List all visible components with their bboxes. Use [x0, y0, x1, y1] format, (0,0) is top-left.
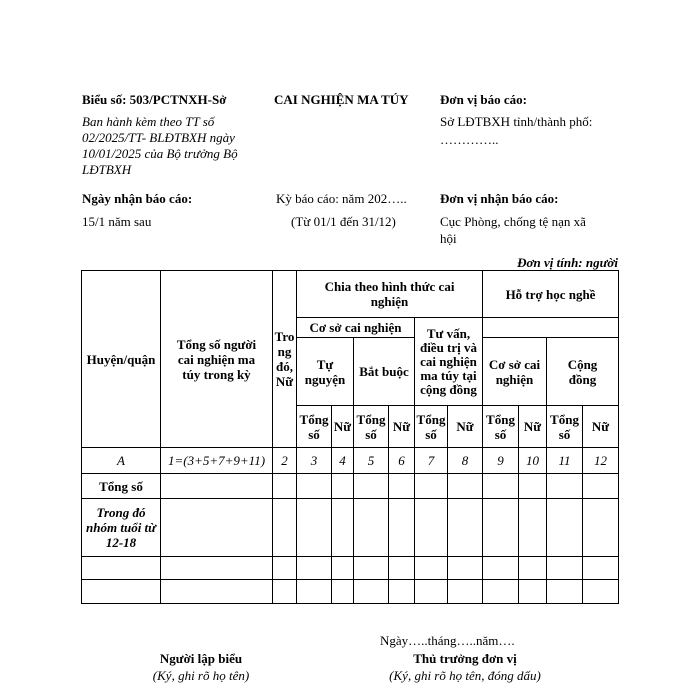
- data-cell: [332, 499, 354, 557]
- header-line: túy trong kỳ: [182, 366, 251, 382]
- col-district-header: Huyện/quận: [82, 271, 161, 448]
- data-cell: [519, 580, 547, 604]
- header-line: Cơ sở cai: [488, 356, 541, 372]
- subgroup-facility-header: Cơ sở cai nghiện: [297, 318, 415, 338]
- sub-total-header: [415, 406, 448, 448]
- data-cell: [483, 557, 519, 580]
- sub-female-header: Nữ: [519, 406, 547, 448]
- data-cell: [354, 499, 389, 557]
- group-vocational-header: Hỗ trợ học nghề: [483, 271, 619, 318]
- sub-total-header: [297, 406, 332, 448]
- sub-total-header: [483, 406, 519, 448]
- header-line: nghiện: [370, 294, 409, 309]
- data-cell: [583, 499, 619, 557]
- data-cell: [273, 557, 297, 580]
- report-period-range: (Từ 01/1 đến 31/12): [291, 214, 396, 229]
- receiving-unit-line: Cục Phòng, chống tệ nạn xã: [440, 214, 586, 229]
- data-cell: [332, 557, 354, 580]
- data-cell: [483, 499, 519, 557]
- header-line: nghiện: [495, 371, 534, 387]
- header-line: nguyện: [304, 371, 346, 387]
- subgroup-community-header: [415, 318, 483, 406]
- issued-note-line: Ban hành kèm theo TT số: [82, 114, 215, 129]
- data-cell: [354, 557, 389, 580]
- data-cell: [273, 580, 297, 604]
- index-cell: 6: [389, 448, 415, 474]
- data-cell: [583, 474, 619, 499]
- data-cell: [519, 474, 547, 499]
- sub-female-header: Nữ: [332, 406, 354, 448]
- header-line: Tổng: [550, 411, 579, 427]
- header-line: ma túy tại: [420, 367, 477, 383]
- issued-note: [82, 114, 272, 178]
- data-cell: [448, 580, 483, 604]
- head-title: Thủ trưởng đơn vị: [413, 651, 517, 666]
- header-line: Tổng: [299, 411, 329, 427]
- head-note: (Ký, ghi rõ họ tên, đóng dấu): [389, 668, 541, 683]
- data-cell: [519, 499, 547, 557]
- table-row: [82, 474, 619, 499]
- data-cell: [297, 580, 332, 604]
- index-cell: 8: [448, 448, 483, 474]
- reporting-unit-label: Đơn vị báo cáo:: [440, 92, 528, 107]
- index-cell: 9: [483, 448, 519, 474]
- header-line: Tư vấn,: [426, 325, 471, 341]
- header-line: đó,: [276, 359, 293, 374]
- row-age-label: [82, 499, 161, 557]
- col-total-header: [161, 271, 273, 448]
- index-cell: 2: [273, 448, 297, 474]
- header-line: điều trị và: [419, 339, 478, 355]
- page-title: CAI NGHIỆN MA TÚY: [274, 92, 409, 107]
- data-cell: [332, 580, 354, 604]
- index-cell: 1=(3+5+7+9+11): [161, 448, 273, 474]
- index-cell: 3: [297, 448, 332, 474]
- index-cell: 12: [583, 448, 619, 474]
- sub-total-header: [354, 406, 389, 448]
- data-cell: [161, 474, 273, 499]
- receiving-unit-line: hội: [440, 231, 457, 246]
- data-cell: [297, 474, 332, 499]
- header-line: ng: [277, 344, 292, 359]
- row-label-line: nhóm tuổi từ: [86, 520, 156, 535]
- preparer-title: Người lập biểu: [159, 651, 243, 666]
- sub-total-header: [547, 406, 583, 448]
- header-line: Tro: [274, 329, 295, 344]
- header-line: cộng đồng: [420, 381, 477, 397]
- receive-date-label: Ngày nhận báo cáo:: [82, 191, 193, 206]
- form-number: Biểu số: 503/PCTNXH-Sở: [82, 92, 227, 107]
- data-cell: [297, 557, 332, 580]
- index-cell: 11: [547, 448, 583, 474]
- data-cell: [483, 474, 519, 499]
- data-cell: [483, 580, 519, 604]
- data-cell: [161, 580, 273, 604]
- table-row: [82, 499, 619, 557]
- data-cell: [161, 557, 273, 580]
- row-total-label: Tổng số: [82, 474, 161, 499]
- col-female-header: [273, 271, 297, 448]
- data-cell: [273, 474, 297, 499]
- data-cell: [415, 499, 448, 557]
- sub-female-header: Nữ: [583, 406, 619, 448]
- data-cell: [415, 580, 448, 604]
- index-row: [82, 448, 619, 474]
- index-cell: 4: [332, 448, 354, 474]
- data-cell: [273, 499, 297, 557]
- data-cell: [332, 474, 354, 499]
- data-cell: [415, 557, 448, 580]
- data-cell: [82, 557, 161, 580]
- header-line: Cộng: [567, 356, 598, 372]
- index-cell: 10: [519, 448, 547, 474]
- receive-date-value: 15/1 năm sau: [82, 214, 152, 229]
- sub-female-header: Nữ: [389, 406, 415, 448]
- data-cell: [448, 557, 483, 580]
- data-cell: [354, 474, 389, 499]
- data-cell: [448, 499, 483, 557]
- data-cell: [547, 580, 583, 604]
- preparer-note: (Ký, ghi rõ họ tên): [152, 668, 250, 683]
- reporting-unit-line: …………..: [440, 132, 499, 147]
- header-line: số: [425, 426, 437, 442]
- data-cell: [448, 474, 483, 499]
- issued-note-line: 02/2025/TT- BLĐTBXH ngày: [82, 130, 235, 145]
- data-cell: [297, 499, 332, 557]
- data-cell: [547, 499, 583, 557]
- header-line: số: [308, 426, 320, 442]
- index-cell: A: [82, 448, 161, 474]
- report-table: [81, 270, 619, 604]
- unit-note: Đơn vị tính: người: [517, 255, 618, 270]
- data-cell: [547, 557, 583, 580]
- header-line: Tổng: [356, 411, 386, 427]
- data-cell: [82, 580, 161, 604]
- compulsory-header: Bắt buộc: [354, 338, 415, 406]
- header-line: Tổng: [416, 411, 446, 427]
- issued-note-line: LĐTBXH: [82, 162, 132, 177]
- index-cell: 7: [415, 448, 448, 474]
- data-cell: [519, 557, 547, 580]
- data-cell: [389, 474, 415, 499]
- header-line: số: [558, 426, 571, 442]
- vocational-blank-cell: [483, 318, 619, 338]
- issued-note-line: 10/01/2025 của Bộ trưởng Bộ: [82, 146, 238, 161]
- header-line: cai nghiện: [420, 353, 477, 369]
- voluntary-header: [297, 338, 354, 406]
- header-line: Tự: [316, 356, 334, 372]
- data-cell: [354, 580, 389, 604]
- data-cell: [583, 557, 619, 580]
- header-line: Tổng số người: [176, 336, 257, 352]
- header-line: số: [494, 426, 507, 442]
- header-line: Tổng: [486, 411, 515, 427]
- signature-date: Ngày…..tháng…..năm….: [380, 633, 515, 648]
- data-cell: [161, 499, 273, 557]
- data-cell: [415, 474, 448, 499]
- report-period: Kỳ báo cáo: năm 202…..: [276, 191, 407, 206]
- header-line: cai nghiện ma: [177, 351, 256, 367]
- header-line: đồng: [568, 371, 597, 387]
- header-line: Chia theo hình thức cai: [324, 279, 455, 294]
- voc-facility-header: [483, 338, 547, 406]
- data-cell: [389, 557, 415, 580]
- row-label-line: Trong đó: [96, 505, 146, 520]
- data-cell: [389, 580, 415, 604]
- table-row: [82, 557, 619, 580]
- receiving-unit-label: Đơn vị nhận báo cáo:: [440, 191, 559, 206]
- sub-female-header: Nữ: [448, 406, 483, 448]
- data-cell: [547, 474, 583, 499]
- group-forms-header: [297, 271, 483, 318]
- data-cell: [583, 580, 619, 604]
- voc-community-header: [547, 338, 619, 406]
- table-row: [82, 580, 619, 604]
- header-line: số: [365, 426, 377, 442]
- reporting-unit-line: Sở LĐTBXH tỉnh/thành phố:: [440, 114, 593, 129]
- header-line: Nữ: [275, 374, 294, 389]
- index-cell: 5: [354, 448, 389, 474]
- row-label-line: 12-18: [105, 535, 137, 550]
- data-cell: [389, 499, 415, 557]
